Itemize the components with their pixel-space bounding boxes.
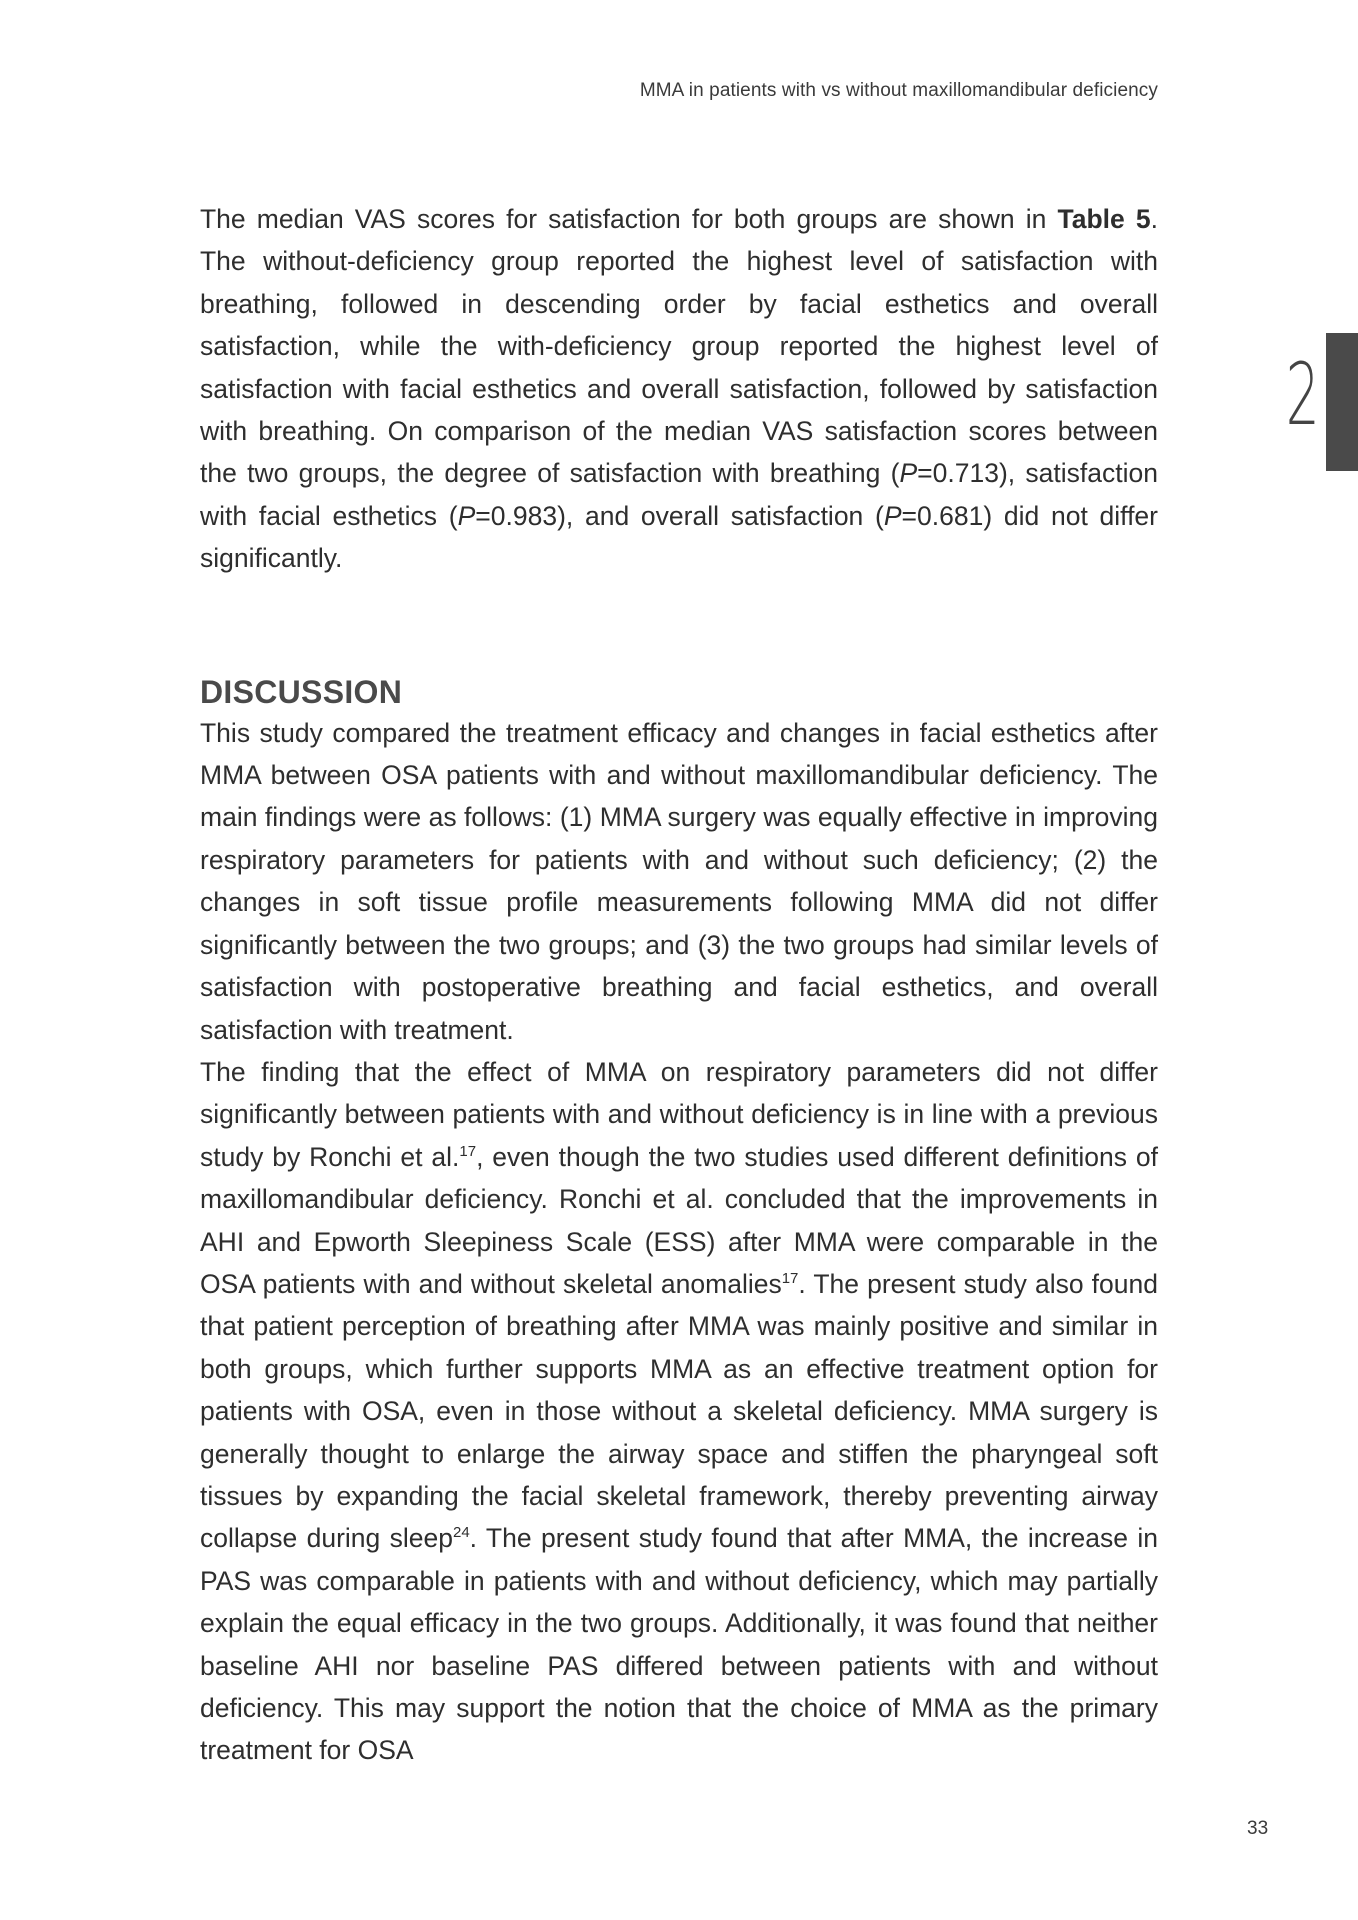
- table-reference: Table 5: [1057, 204, 1151, 234]
- discussion-text-part2: , even though the two studies used different definitions of maxillomandibular deficiency. Ronchi et al. concluded that the improvements in AHI and Epworth Sleepiness Scale (ESS) after MMA were comparable in the OSA patients with and without skeletal anomalies: [200, 1141, 1158, 1299]
- page-number: 33: [1247, 1818, 1269, 1839]
- p-symbol: P: [883, 500, 902, 531]
- discussion-text-part4: . The present study found that after MMA, the increase in PAS was comparable in patients with and without deficiency, which may partially explain the equal efficacy in the two groups. Additionally, it was found that neither baseline AHI nor baseline PAS differed between patients with and without deficiency. This may support the notion that the choice of MMA as the primary treatment for OSA: [200, 1523, 1158, 1766]
- section-heading-discussion: DISCUSSION: [200, 673, 403, 710]
- results-text-part2: . The without-deficiency group reported the highest level of satisfaction with breathing, followed in descending order by facial esthetics and overall satisfaction, while the with-deficiency group reported the highest level of satisfaction with facial esthetics and overall satisfaction, followed by satisfaction with breathing. On comparison of the median VAS satisfaction scores between the two groups, the degree of satisfaction with breathing (: [200, 204, 1158, 489]
- citation-superscript: 24: [452, 1524, 470, 1542]
- discussion-paragraph-2: [200, 1051, 1158, 1772]
- p-value-esthetics: =0.983), and overall satisfaction (: [475, 500, 884, 531]
- p-symbol: P: [899, 458, 918, 489]
- discussion-text-part1: The finding that the effect of MMA on respiratory parameters did not differ significantly between patients with and without deficiency is in line with a previous study by Ronchi et al.: [200, 1056, 1158, 1172]
- citation-superscript: 17: [459, 1142, 477, 1160]
- results-text-part1: The median VAS scores for satisfaction for both groups are shown in: [200, 204, 1058, 234]
- p-value-breathing: =0.713), satisfaction with facial esthetics (: [200, 458, 1158, 531]
- results-paragraph: [200, 198, 1158, 580]
- p-value-overall: =0.681) did not differ significantly.: [200, 500, 1158, 574]
- p-symbol: P: [457, 500, 476, 531]
- discussion-text-part3: . The present study also found that patient perception of breathing after MMA was mainly positive and similar in both groups, which further supports MMA as an effective treatment option for patients with OSA, even in those without a skeletal deficiency. MMA surgery is generally thought to enlarge the airway space and stiffen the pharyngeal soft tissues by expanding the facial skeletal framework, thereby preventing airway collapse during sleep: [200, 1268, 1158, 1554]
- chapter-tab-marker: [1326, 333, 1358, 471]
- page-body: [200, 198, 1158, 1772]
- chapter-number: 2: [1286, 345, 1320, 445]
- running-header: MMA in patients with vs without maxillomandibular deficiency: [639, 80, 1158, 101]
- citation-superscript: 17: [781, 1270, 799, 1288]
- discussion-paragraph-1: This study compared the treatment efficacy and changes in facial esthetics after MMA between OSA patients with and without maxillomandibular deficiency. The main findings were as follows: (1) MMA surgery was equally effective in improving respiratory parameters for patients with and without such deficiency; (2) the changes in soft tissue profile measurements following MMA did not differ significantly between the two groups; and (3) the two groups had similar levels of satisfaction with postoperative breathing and facial esthetics, and overall satisfaction with treatment.: [200, 717, 1158, 1045]
